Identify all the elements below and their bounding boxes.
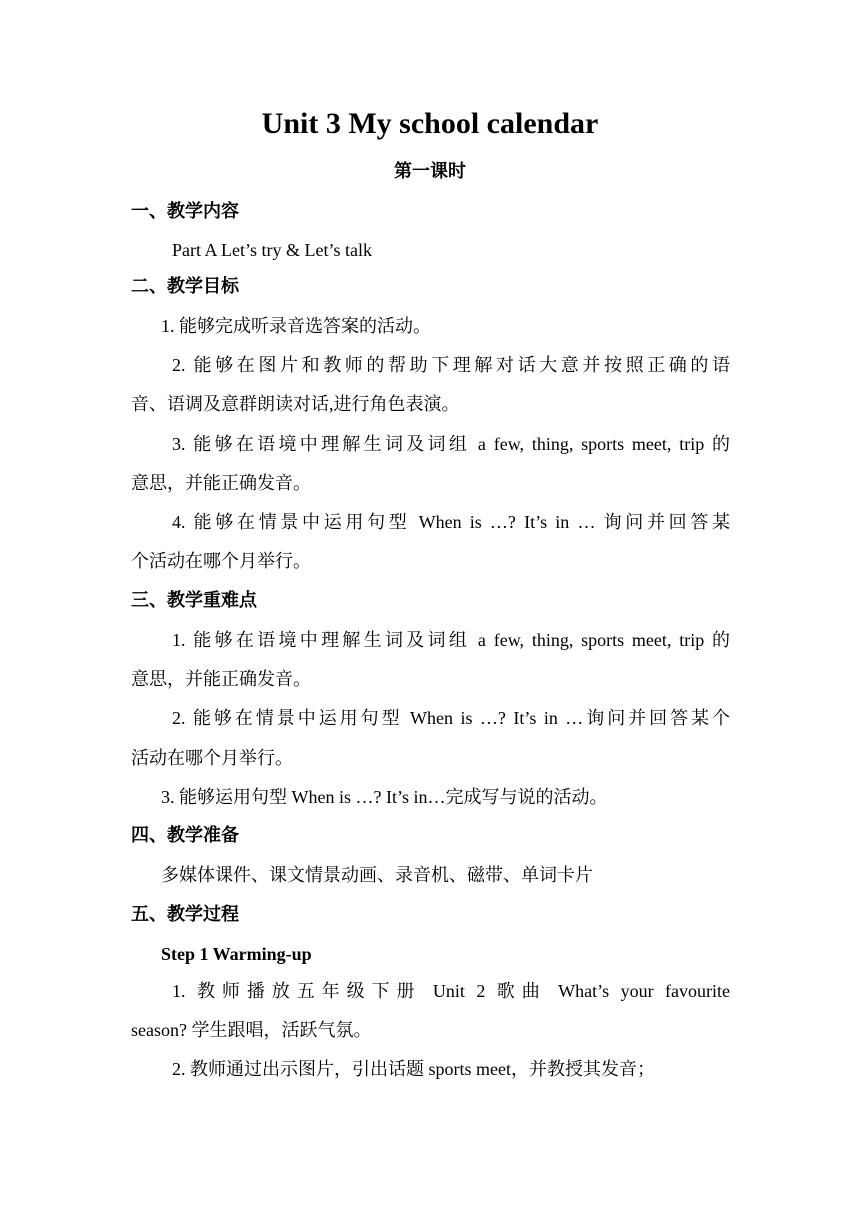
objective-item-4-line-1: 4. 能够在情景中运用句型 When is …? It’s in … 询问并回答某 — [172, 512, 730, 532]
section-heading-key-points: 三、教学重难点 — [131, 590, 257, 611]
lesson-subtitle: 第一课时 — [394, 161, 466, 182]
key-point-item-1-line-1: 1. 能够在语境中理解生词及词组 a few, thing, sports meet, trip 的 — [172, 630, 730, 650]
section-heading-preparation: 四、教学准备 — [131, 825, 239, 846]
objective-item-4-line-2: 个活动在哪个月举行。 — [131, 551, 311, 571]
objective-item-2-line-1: 2. 能够在图片和教师的帮助下理解对话大意并按照正确的语 — [172, 355, 730, 375]
section-heading-content: 一、教学内容 — [131, 201, 239, 222]
key-point-item-2-line-1: 2. 能够在情景中运用句型 When is …? It’s in …询问并回答某个 — [172, 708, 730, 728]
section-heading-objectives: 二、教学目标 — [131, 276, 239, 297]
document-title: Unit 3 My school calendar — [261, 107, 599, 140]
step-1-title: Step 1 Warming-up — [161, 944, 312, 964]
key-point-item-1-line-2: 意思，并能正确发音。 — [131, 669, 311, 689]
key-point-item-2-line-2: 活动在哪个月举行。 — [131, 748, 293, 768]
objective-item-2-line-2: 音、语调及意群朗读对话,进行角色表演。 — [131, 394, 460, 414]
content-text: Part A Let’s try & Let’s talk — [172, 240, 372, 260]
preparation-text: 多媒体课件、课文情景动画、录音机、磁带、单词卡片 — [161, 865, 593, 885]
objective-item-1: 1. 能够完成听录音选答案的活动。 — [161, 316, 431, 336]
objective-item-3-line-2: 意思，并能正确发音。 — [131, 473, 311, 493]
process-item-1-line-1: 1. 教师播放五年级下册 Unit 2 歌曲 What’s your favourite — [172, 981, 730, 1001]
objective-item-3-line-1: 3. 能够在语境中理解生词及词组 a few, thing, sports meet, trip 的 — [172, 434, 730, 454]
process-item-1-line-2: season? 学生跟唱，活跃气氛。 — [131, 1020, 372, 1040]
section-heading-process: 五、教学过程 — [131, 904, 239, 925]
process-item-2: 2. 教师通过出示图片，引出话题 sports meet，并教授其发音； — [172, 1059, 655, 1079]
key-point-item-3: 3. 能够运用句型 When is …? It’s in…完成写与说的活动。 — [161, 787, 608, 807]
